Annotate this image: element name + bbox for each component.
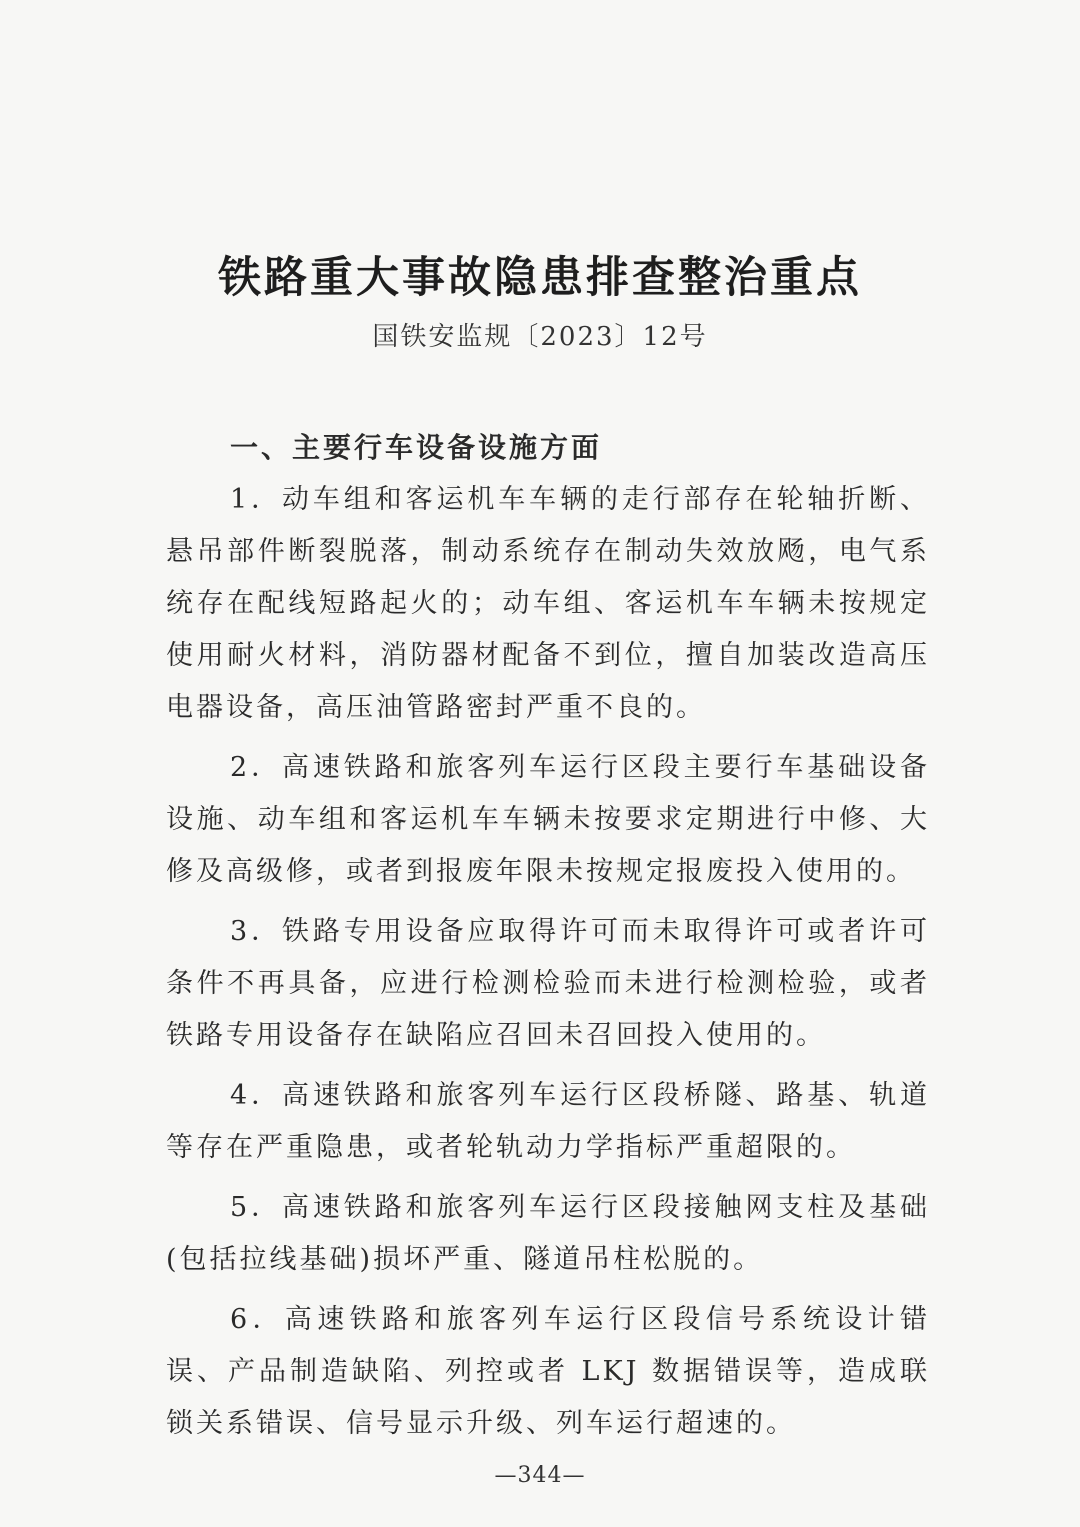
list-item: 4．高速铁路和旅客列车运行区段桥隧、路基、轨道等存在严重隐患，或者轮轨动力学指标严重超限的。 [166, 1080, 930, 1163]
page-number: —344— [494, 1463, 586, 1488]
section-heading: 一、主要行车设备设施方面 [230, 431, 603, 464]
list-item: 2．高速铁路和旅客列车运行区段主要行车基础设备设施、动车组和客运机车车辆未按要求定期进行中修、大修及高级修，或者到报废年限未按规定报废投入使用的。 [166, 752, 930, 887]
document-body [166, 422, 930, 1458]
list-item: 6．高速铁路和旅客列车运行区段信号系统设计错误、产品制造缺陷、列控或者 LKJ 数据错误等，造成联锁关系错误、信号显示升级、列车运行超速的。 [166, 1304, 930, 1439]
list-item: 3．铁路专用设备应取得许可而未取得许可或者许可条件不再具备，应进行检测检验而未进行检测检验，或者铁路专用设备存在缺陷应召回未召回投入使用的。 [166, 916, 930, 1051]
list-item: 1．动车组和客运机车车辆的走行部存在轮轴折断、悬吊部件断裂脱落，制动系统存在制动失效放飏，电气系统存在配线短路起火的；动车组、客运机车车辆未按规定使用耐火材料，消防器材配备不到位，擅自加装改造高压电器设备，高压油管路密封严重不良的。 [166, 484, 930, 723]
document-number: 国铁安监规〔2023〕12号 [372, 322, 708, 352]
list-item: 5．高速铁路和旅客列车运行区段接触网支柱及基础(包括拉线基础)损坏严重、隧道吊柱松脱的。 [166, 1192, 930, 1275]
document-title: 铁路重大事故隐患排查整治重点 [218, 253, 862, 303]
